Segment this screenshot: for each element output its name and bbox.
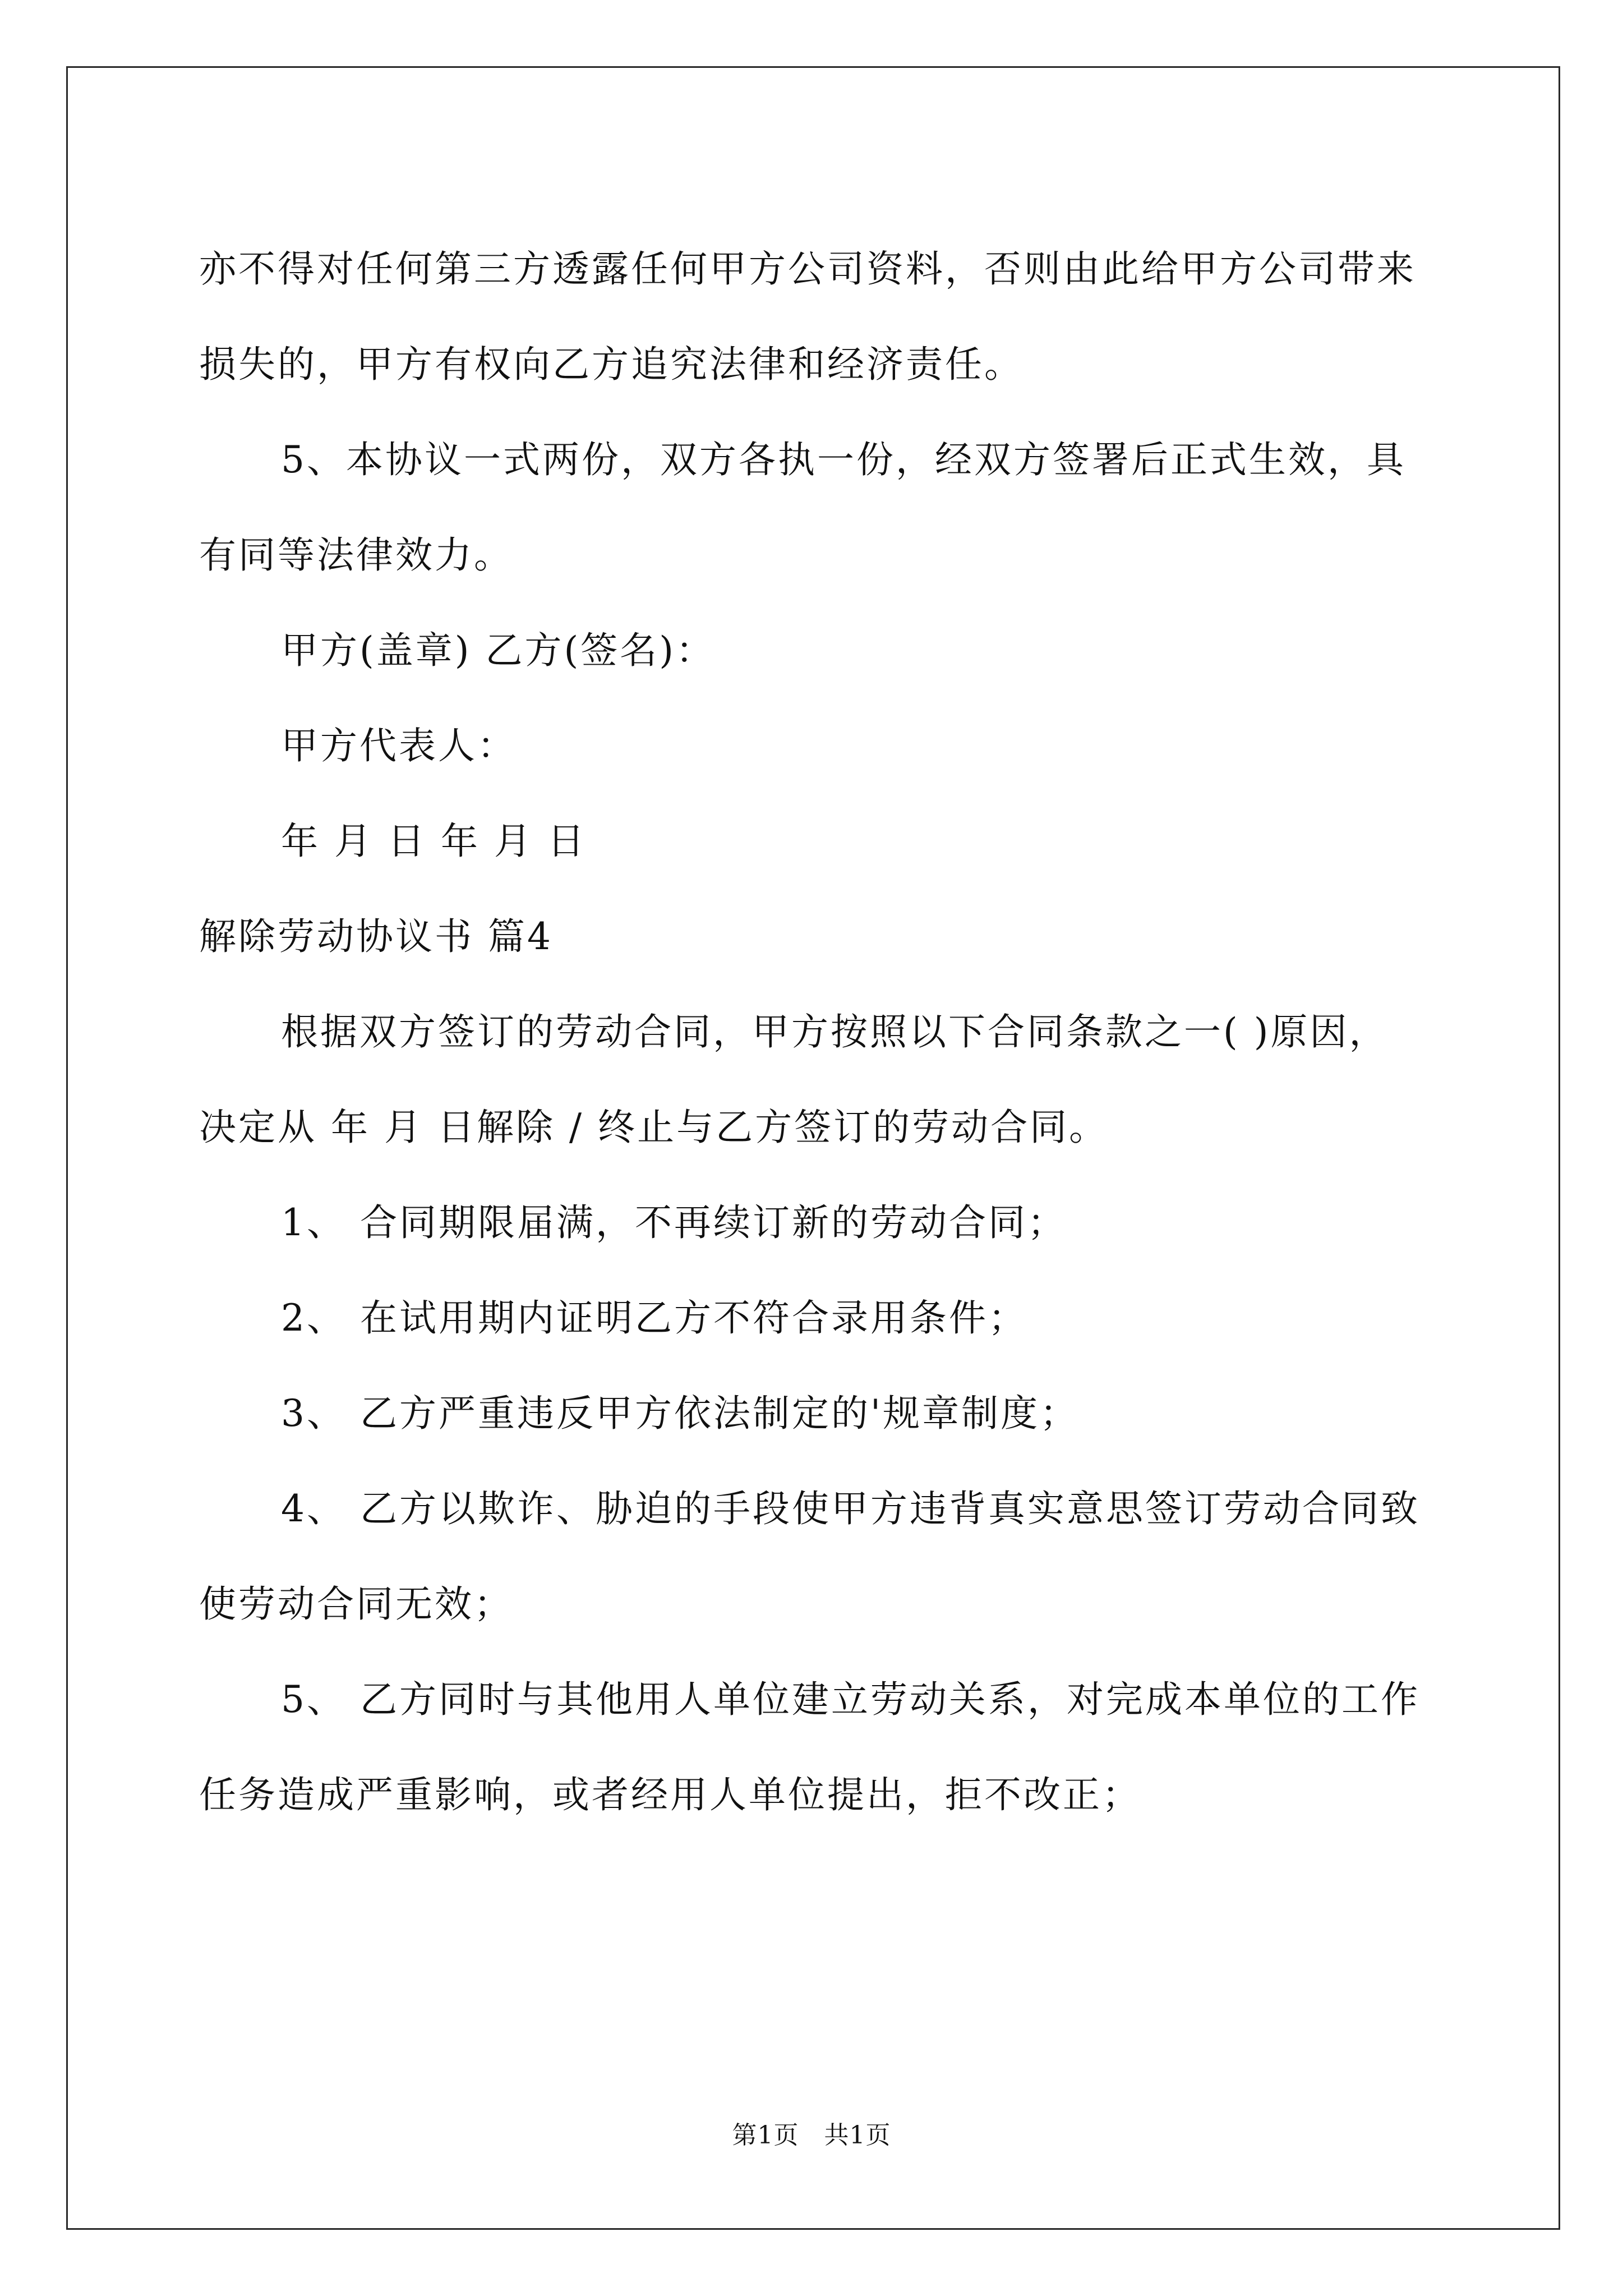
party-a-representative-line: 甲方代表人： [281,724,517,767]
page-footer [0,2115,1623,2151]
section-heading: 解除劳动协议书 篇4 [199,915,553,958]
page-total: 共1页 [824,2121,891,2150]
document-body [199,222,1427,1843]
clause-item-1: 1、 合同期限届满，不再续订新的劳动合同； [281,1201,1067,1244]
paragraph-confidentiality: 亦不得对任何第三方透露任何甲方公司资料，否则由此给甲方公司带来损失的，甲方有权向乙方追究法律和经济责任。 [199,247,1416,386]
paragraph-agreement-copies: 5、本协议一式两份，双方各执一份，经双方签署后正式生效，具有同等法律效力。 [199,438,1406,577]
clause-item-2: 2、 在试用期内证明乙方不符合录用条件； [281,1296,1027,1340]
signature-date-line: 年 月 日 年 月 日 [281,820,587,863]
page-number: 第1页 [732,2121,799,2150]
clause-item-5: 5、 乙方同时与其他用人单位建立劳动关系，对完成本单位的工作任务造成严重影响，或者经用人单位提出，拒不改正； [199,1678,1420,1816]
clause-item-3: 3、 乙方严重违反甲方依法制定的'规章制度； [281,1392,1080,1435]
clause-item-4: 4、 乙方以欺诈、胁迫的手段使甲方违背真实意思签订劳动合同致使劳动合同无效； [199,1487,1420,1626]
signature-parties-line: 甲方(盖章) 乙方(签名)： [281,629,715,672]
paragraph-termination-intro: 根据双方签订的劳动合同，甲方按照以下合同条款之一( )原因，决定从 年 月 日解除 / 终止与乙方签订的劳动合同。 [199,1010,1389,1149]
